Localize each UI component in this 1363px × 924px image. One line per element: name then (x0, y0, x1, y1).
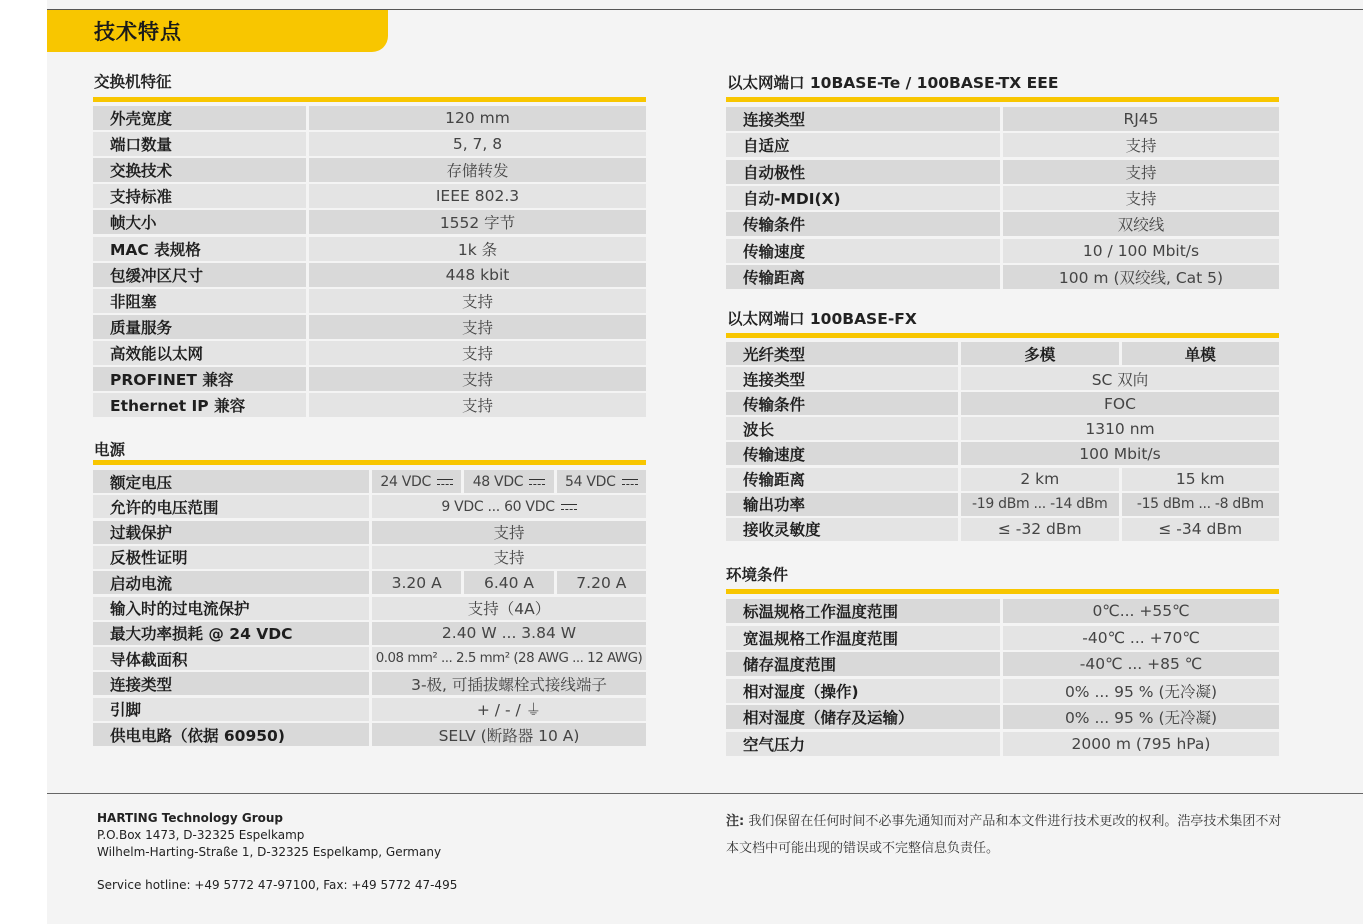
row-value: 支持 (372, 521, 646, 544)
row-value: 多模 (961, 342, 1119, 365)
table-row (726, 679, 1279, 703)
footer-company: HARTING Technology Group (97, 811, 284, 825)
row-value: + / - / ⏚ (372, 698, 646, 721)
table-row (93, 106, 646, 130)
table-row (93, 647, 646, 670)
row-value: 1552 字节 (309, 210, 646, 234)
row-label: 导体截面积 (93, 647, 369, 670)
row-label: 传输速度 (726, 239, 1000, 263)
row-value: 0.08 mm² ... 2.5 mm² (28 AWG ... 12 AWG) (372, 647, 646, 670)
table-row (726, 518, 1279, 541)
row-value: SC 双向 (961, 367, 1279, 390)
row-label: 传输条件 (726, 212, 1000, 236)
table-row (726, 107, 1279, 131)
row-value: 2.40 W ... 3.84 W (372, 622, 646, 645)
row-value: 单模 (1122, 342, 1280, 365)
table-row (726, 599, 1279, 623)
row-label: 输出功率 (726, 493, 958, 516)
table-row (726, 133, 1279, 157)
table-row (726, 392, 1279, 415)
table-row (93, 289, 646, 313)
table-row (726, 442, 1279, 465)
table-row (726, 468, 1279, 491)
table-row (93, 132, 646, 156)
row-label: 供电电路（依据 60950) (93, 723, 369, 746)
row-label: 传输距离 (726, 265, 1000, 289)
row-label: MAC 表规格 (93, 237, 306, 261)
row-label: 传输条件 (726, 392, 958, 415)
row-value: 支持（4A） (372, 597, 646, 620)
eth-fx-title-bar (726, 333, 1279, 338)
row-value: 54 VDC (557, 470, 646, 493)
table-row (726, 239, 1279, 263)
row-label: 连接类型 (93, 672, 369, 695)
row-label: 光纤类型 (726, 342, 958, 365)
row-label: 支持标准 (93, 184, 306, 208)
row-label: 输入时的过电流保护 (93, 597, 369, 620)
row-label: 外壳宽度 (93, 106, 306, 130)
eth-te-title-bar (726, 97, 1279, 102)
row-value: 120 mm (309, 106, 646, 130)
row-value: ≤ -34 dBm (1122, 518, 1280, 541)
row-label: 允许的电压范围 (93, 495, 369, 518)
row-value: 支持 (1003, 160, 1279, 184)
eth-te-table (726, 107, 1279, 291)
row-value: 存储转发 (309, 158, 646, 182)
row-value: 支持 (1003, 186, 1279, 210)
row-label: 自动极性 (726, 160, 1000, 184)
row-label: 最大功率损耗 @ 24 VDC (93, 622, 369, 645)
row-value: 2000 m (795 hPa) (1003, 732, 1279, 756)
row-value: 0℃... +55℃ (1003, 599, 1279, 623)
row-label: 非阻塞 (93, 289, 306, 313)
dc-symbol-icon (529, 479, 545, 485)
row-value: IEEE 802.3 (309, 184, 646, 208)
footer-rule (47, 793, 1363, 794)
row-value: 5, 7, 8 (309, 132, 646, 156)
row-label: 传输速度 (726, 442, 958, 465)
row-value: 2 km (961, 468, 1119, 491)
row-label: 相对湿度（储存及运输） (726, 705, 1000, 729)
table-row (726, 652, 1279, 676)
footer-address-2: Wilhelm-Harting-Straße 1, D-32325 Espelkamp, Germany (97, 845, 442, 859)
footer-note (726, 808, 1286, 862)
row-value: 0% ... 95 % (无冷凝) (1003, 679, 1279, 703)
row-label: 反极性证明 (93, 546, 369, 569)
row-value: 1k 条 (309, 237, 646, 261)
eth-fx-section-title: 以太网端口 100BASE-FX (727, 310, 917, 328)
row-label: 相对湿度（操作) (726, 679, 1000, 703)
row-label: 端口数量 (93, 132, 306, 156)
row-label: 过载保护 (93, 521, 369, 544)
table-row (93, 367, 646, 391)
table-row (726, 265, 1279, 289)
row-value: -40℃ ... +70℃ (1003, 626, 1279, 650)
table-row (93, 470, 646, 493)
table-row (726, 342, 1279, 365)
row-label: 标温规格工作温度范围 (726, 599, 1000, 623)
row-value: 100 Mbit/s (961, 442, 1279, 465)
footer-address-1: P.O.Box 1473, D-32325 Espelkamp (97, 828, 305, 842)
row-label: Ethernet IP 兼容 (93, 393, 306, 417)
row-label: 连接类型 (726, 367, 958, 390)
row-label: 交换技术 (93, 158, 306, 182)
row-label: 高效能以太网 (93, 341, 306, 365)
row-label: 接收灵敏度 (726, 518, 958, 541)
row-value: FOC (961, 392, 1279, 415)
table-row (726, 160, 1279, 184)
table-row (93, 723, 646, 746)
row-value: -19 dBm ... -14 dBm (961, 493, 1119, 516)
row-value: 15 km (1122, 468, 1280, 491)
footer-hotline: Service hotline: +49 5772 47-97100, Fax: +49 5772 47-495 (97, 878, 458, 892)
row-value: 支持 (309, 341, 646, 365)
row-label: 启动电流 (93, 571, 369, 594)
row-value: -15 dBm ... -8 dBm (1122, 493, 1280, 516)
row-value: 7.20 A (557, 571, 646, 594)
table-row (93, 672, 646, 695)
row-label: 质量服务 (93, 315, 306, 339)
dc-symbol-icon (561, 504, 577, 510)
row-value: 0% ... 95 % (无冷凝) (1003, 705, 1279, 729)
row-value: 10 / 100 Mbit/s (1003, 239, 1279, 263)
eth-te-section-title: 以太网端口 10BASE-Te / 100BASE-TX EEE (727, 74, 1059, 92)
row-value: 24 VDC (372, 470, 461, 493)
table-row (726, 732, 1279, 756)
row-label: 引脚 (93, 698, 369, 721)
row-label: 波长 (726, 417, 958, 440)
power-title-bar (93, 460, 646, 465)
env-section-title: 环境条件 (726, 566, 789, 584)
table-row (726, 212, 1279, 236)
row-value: 3-极, 可插拔螺栓式接线端子 (372, 672, 646, 695)
row-value: ≤ -32 dBm (961, 518, 1119, 541)
row-value: 48 VDC (464, 470, 553, 493)
table-row (726, 417, 1279, 440)
row-label: 自适应 (726, 133, 1000, 157)
env-table (726, 599, 1279, 758)
page-title: 技术特点 (94, 20, 182, 44)
row-label: 额定电压 (93, 470, 369, 493)
footer-note-label: 注: (726, 814, 745, 829)
power-table (93, 470, 646, 748)
table-row (93, 237, 646, 261)
table-row (726, 367, 1279, 390)
row-value: 支持 (1003, 133, 1279, 157)
table-row (726, 493, 1279, 516)
table-row (93, 184, 646, 208)
table-row (93, 393, 646, 417)
row-value: 支持 (309, 289, 646, 313)
row-value: 支持 (309, 393, 646, 417)
table-row (93, 698, 646, 721)
dc-symbol-icon (437, 479, 453, 485)
switch-table (93, 106, 646, 419)
row-label: 储存温度范围 (726, 652, 1000, 676)
row-label: 传输距离 (726, 468, 958, 491)
dc-symbol-icon (622, 479, 638, 485)
table-row (93, 158, 646, 182)
table-row (93, 571, 646, 594)
table-row (93, 521, 646, 544)
table-row (93, 495, 646, 518)
footer-note-text: 我们保留在任何时间不必事先通知而对产品和本文件进行技术更改的权利。浩亭技术集团不对本文档中可能出现的错误或不完整信息负责任。 (726, 814, 1282, 856)
row-value: 100 m (双绞线, Cat 5) (1003, 265, 1279, 289)
row-value: 双绞线 (1003, 212, 1279, 236)
power-section-title: 电源 (94, 441, 126, 459)
row-value: 3.20 A (372, 571, 461, 594)
row-value: 1310 nm (961, 417, 1279, 440)
env-title-bar (726, 589, 1279, 594)
row-value: SELV (断路器 10 A) (372, 723, 646, 746)
table-row (93, 546, 646, 569)
table-row (93, 263, 646, 287)
row-value: 支持 (309, 315, 646, 339)
row-value: 支持 (309, 367, 646, 391)
row-label: 宽温规格工作温度范围 (726, 626, 1000, 650)
table-row (726, 705, 1279, 729)
row-value: 448 kbit (309, 263, 646, 287)
row-label: 帧大小 (93, 210, 306, 234)
row-label: PROFINET 兼容 (93, 367, 306, 391)
row-label: 连接类型 (726, 107, 1000, 131)
table-row (726, 626, 1279, 650)
table-row (93, 315, 646, 339)
row-value: 6.40 A (464, 571, 553, 594)
table-row (93, 622, 646, 645)
row-value: 支持 (372, 546, 646, 569)
switch-title-bar (93, 97, 646, 102)
table-row (93, 597, 646, 620)
switch-section-title: 交换机特征 (94, 73, 172, 91)
row-value: 9 VDC ... 60 VDC (372, 495, 646, 518)
row-value: RJ45 (1003, 107, 1279, 131)
table-row (726, 186, 1279, 210)
table-row (93, 210, 646, 234)
row-label: 包缓冲区尺寸 (93, 263, 306, 287)
eth-fx-table (726, 342, 1279, 543)
row-value: -40℃ ... +85 ℃ (1003, 652, 1279, 676)
row-label: 自动-MDI(X) (726, 186, 1000, 210)
row-label: 空气压力 (726, 732, 1000, 756)
table-row (93, 341, 646, 365)
